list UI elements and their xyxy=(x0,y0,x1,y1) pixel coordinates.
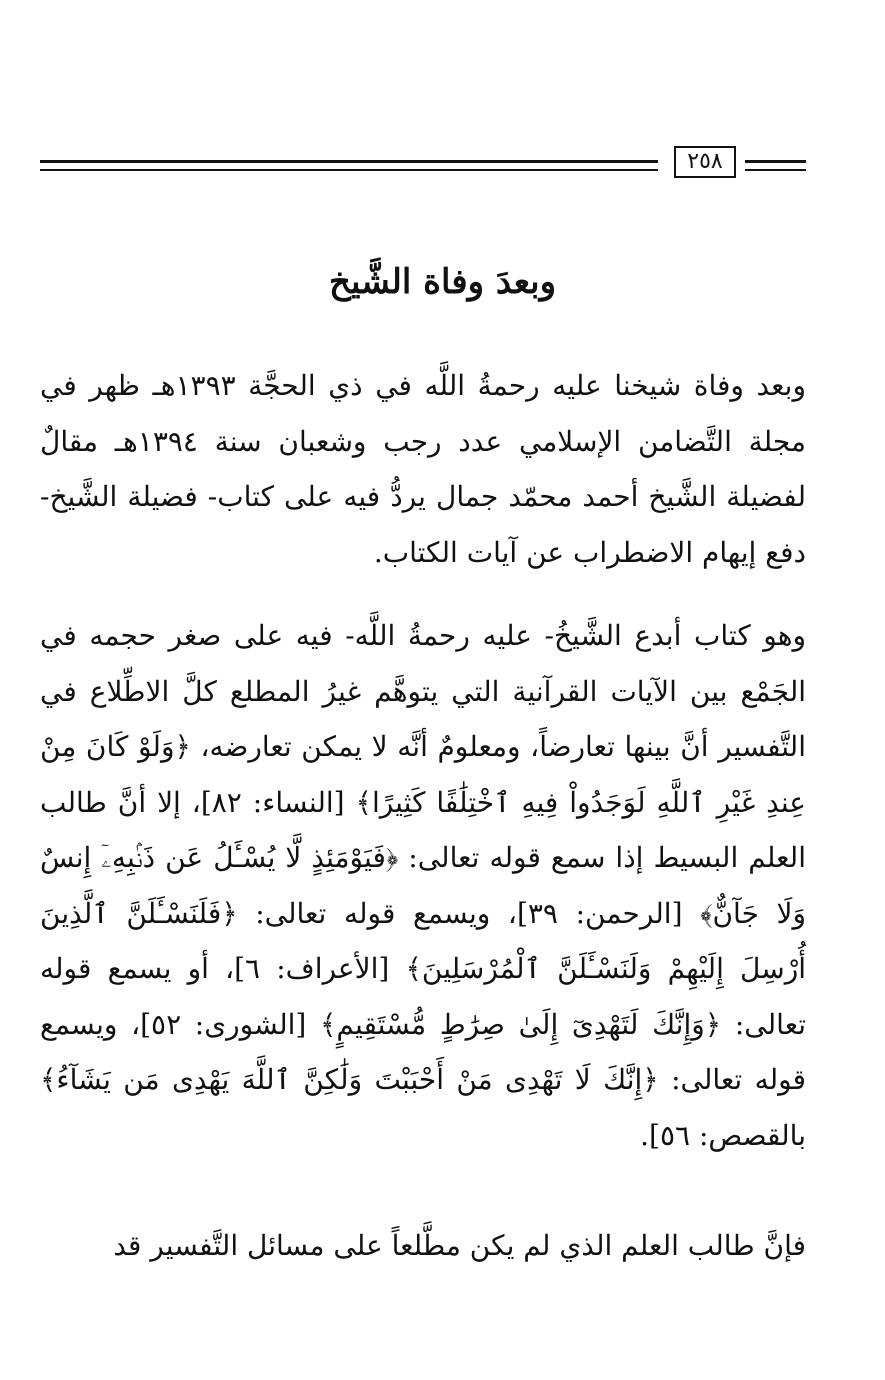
page-number: ٢٥٨ xyxy=(674,146,736,178)
header-rule-right-top xyxy=(745,160,806,163)
header-rule-left-bottom xyxy=(40,169,658,171)
paragraph-3: فإنَّ طالب العلم الذي لم يكن مطَّلعاً على مسائل التَّفسير قد xyxy=(113,1229,806,1262)
page-header xyxy=(40,144,806,180)
paragraph-2: وهو كتاب أبدع الشَّيخُ- عليه رحمةُ اللَّه- فيه على صغر حجمه في الجَمْع بين الآيات القرآنية التي يتوهَّم غيرُ المطلع كلَّ الاطِّلاع في التَّفسير أنَّ بينها تعارضاً، ومعلومٌ أنَّه لا يمكن تعارضه، ﴿وَلَوْ كَانَ مِنْ عِندِ غَيْرِ ٱللَّهِ لَوَجَدُواْ فِيهِ ٱخْتِلَٰفًا كَثِيرًا﴾ [النساء: ٨٢]، إلا أنَّ طالب العلم البسيط إذا سمع قوله تعالى: ﴿فَيَوْمَئِذٍ لَّا يُسْـَٔلُ عَن ذَنۢبِهِۦٓ إِنسٌ وَلَا جَآنٌّ﴾ [الرحمن: ٣٩]، ويسمع قوله تعالى: ﴿فَلَنَسْـَٔلَنَّ ٱلَّذِينَ أُرْسِلَ إِلَيْهِمْ وَلَنَسْـَٔلَنَّ ٱلْمُرْسَلِينَ﴾ [الأعراف: ٦]، أو يسمع قوله تعالى: ﴿وَإِنَّكَ لَتَهْدِىٓ إِلَىٰ صِرَٰطٍ مُّسْتَقِيمٍ﴾ [الشورى: ٥٢]، ويسمع قوله تعالى: ﴿إِنَّكَ لَا تَهْدِى مَنْ أَحْبَبْتَ وَلَٰكِنَّ ٱللَّهَ يَهْدِى مَن يَشَآءُ﴾ بالقصص: ٥٦]. xyxy=(40,619,807,1152)
section-title: وبعدَ وفاة الشَّيخ xyxy=(329,262,556,302)
header-rule-left-top xyxy=(40,160,658,163)
paragraph-1: وبعد وفاة شيخنا عليه رحمةُ اللَّه في ذي الحجَّة ١٣٩٣هـ ظهر في مجلة التَّضامن الإسلامي عدد رجب وشعبان سنة ١٣٩٤هـ مقالٌ لفضيلة الشَّيخ أحمد محمّد جمال يردُّ فيه على كتاب- فضيلة الشَّيخ- دفع إيهام الاضطراب عن آيات الكتاب. xyxy=(40,369,806,569)
header-rule-right-bottom xyxy=(745,169,806,171)
